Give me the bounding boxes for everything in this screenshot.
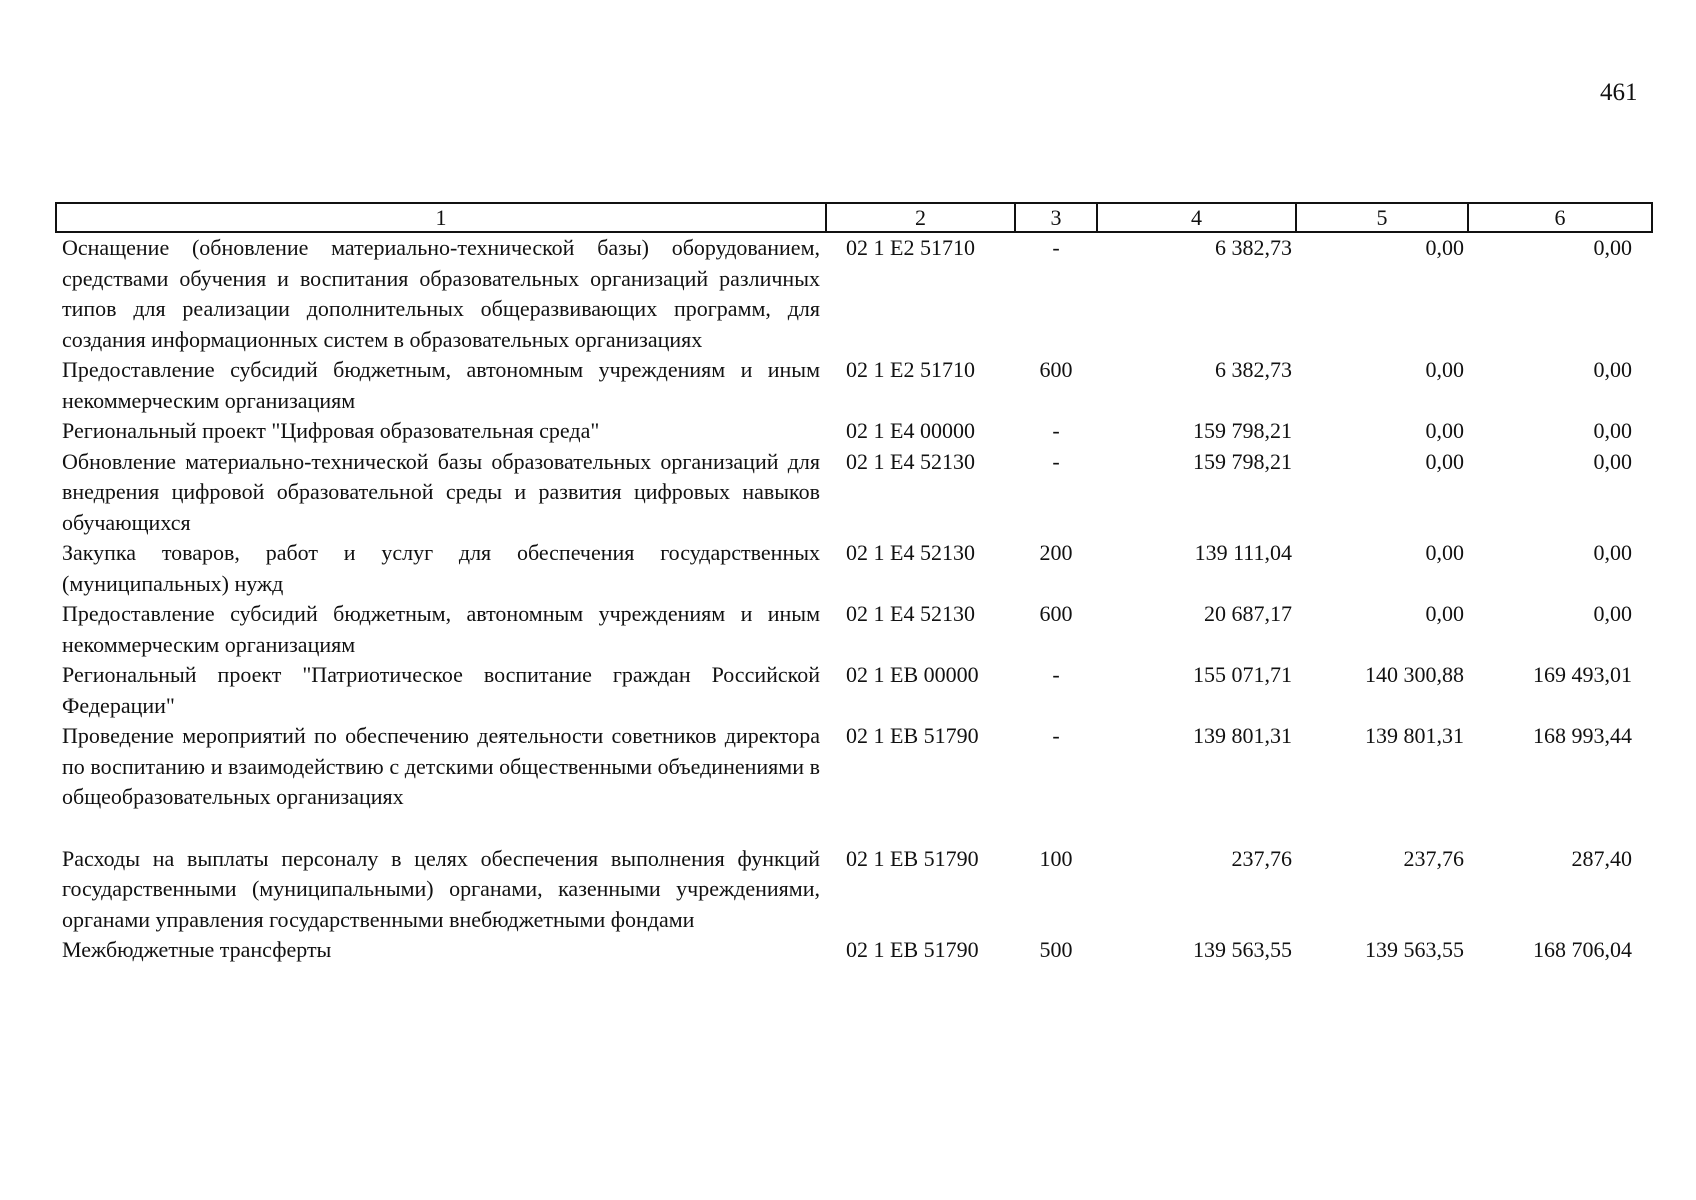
row-value-4: 237,76 — [1231, 845, 1292, 871]
row-value-4: 139 563,55 — [1193, 937, 1292, 962]
header-row — [56, 203, 1652, 232]
row-code: 02 1 E2 51710 — [846, 235, 975, 260]
row-name: Предоставление субсидий бюджетным, автономным учреждениям и иным некоммерческим организациям — [62, 357, 820, 413]
row-name: Региональный проект "Патриотическое воспитание граждан Российской Федерации" — [62, 662, 820, 718]
row-name: Закупка товаров, работ и услуг для обеспечения государственных (муниципальных) нужд — [62, 540, 820, 596]
row-expense-kind: - — [1052, 723, 1060, 748]
row-expense-kind: 600 — [1039, 357, 1073, 382]
table-row — [56, 660, 1652, 721]
table-row — [56, 844, 1652, 936]
column-header-5: 5 — [1296, 203, 1468, 232]
row-value-4: 159 798,21 — [1193, 448, 1292, 474]
row-expense-kind: - — [1052, 662, 1060, 687]
row-value-6: 169 493,01 — [1533, 662, 1632, 687]
row-value-6: 0,00 — [1593, 418, 1632, 443]
row-value-6: 0,00 — [1593, 448, 1632, 474]
row-value-5: 0,00 — [1425, 448, 1464, 474]
row-expense-kind: - — [1052, 235, 1060, 260]
table-row — [56, 538, 1652, 599]
row-value-6: 168 993,44 — [1533, 723, 1632, 748]
row-name: Предоставление субсидий бюджетным, автономным учреждениям и иным некоммерческим организациям — [62, 601, 820, 657]
row-value-6: 0,00 — [1593, 357, 1632, 382]
row-value-4: 139 111,04 — [1194, 540, 1292, 565]
budget-table — [55, 202, 1653, 966]
page-number: 461 — [1600, 79, 1638, 106]
row-value-5: 237,76 — [1403, 845, 1464, 871]
row-code: 02 1 EB 51790 — [846, 845, 979, 871]
row-value-4: 6 382,73 — [1215, 235, 1292, 260]
row-value-4: 159 798,21 — [1193, 418, 1292, 443]
table-header — [56, 203, 1652, 232]
row-code: 02 1 EB 51790 — [846, 937, 979, 962]
table-body — [56, 232, 1652, 966]
row-expense-kind: 100 — [1039, 845, 1073, 871]
row-value-6: 168 706,04 — [1533, 937, 1632, 962]
table-row — [56, 416, 1652, 447]
column-header-6: 6 — [1468, 203, 1652, 232]
row-value-5: 0,00 — [1425, 418, 1464, 443]
column-header-1: 1 — [56, 203, 826, 232]
table-row — [56, 721, 1652, 844]
row-code: 02 1 E4 52130 — [846, 601, 975, 626]
row-expense-kind: 200 — [1039, 540, 1073, 565]
row-value-4: 6 382,73 — [1215, 357, 1292, 382]
row-name: Проведение мероприятий по обеспечению деятельности советников директора по воспитанию и взаимодействию с детскими общественными объединениями в общеобразовательных организациях — [62, 723, 820, 809]
row-code: 02 1 EB 51790 — [846, 723, 979, 748]
row-name: Региональный проект "Цифровая образовательная среда" — [62, 418, 600, 443]
column-header-4: 4 — [1097, 203, 1296, 232]
row-name: Межбюджетные трансферты — [62, 937, 332, 962]
row-name: Оснащение (обновление материально-технической базы) оборудованием, средствами обучения и воспитания образовательных организаций различных типов для реализации дополнительных общеразвивающих программ, для создания информационных систем в образовательных организациях — [62, 235, 820, 352]
row-value-6: 0,00 — [1593, 235, 1632, 260]
row-value-5: 140 300,88 — [1365, 662, 1464, 687]
row-value-5: 0,00 — [1425, 235, 1464, 260]
row-code: 02 1 EB 00000 — [846, 662, 979, 687]
row-value-5: 0,00 — [1425, 357, 1464, 382]
table-row — [56, 599, 1652, 660]
table-row — [56, 935, 1652, 966]
row-code: 02 1 E4 52130 — [846, 540, 975, 565]
row-code: 02 1 E4 52130 — [846, 448, 975, 474]
row-expense-kind: 600 — [1039, 601, 1073, 626]
column-header-2: 2 — [826, 203, 1015, 232]
row-expense-kind: 500 — [1039, 937, 1073, 962]
row-value-4: 155 071,71 — [1193, 662, 1292, 687]
row-value-5: 0,00 — [1425, 601, 1464, 626]
row-code: 02 1 E4 00000 — [846, 418, 975, 443]
row-name: Расходы на выплаты персоналу в целях обеспечения выполнения функций государственными (муниципальными) органами, казенными учреждениями, органами управления государственными внебюджетными фондами — [62, 845, 820, 932]
row-value-4: 139 801,31 — [1193, 723, 1292, 748]
column-header-3: 3 — [1015, 203, 1097, 232]
table-row — [56, 355, 1652, 416]
row-value-6: 0,00 — [1593, 601, 1632, 626]
row-name: Обновление материально-технической базы образовательных организаций для внедрения цифровой образовательной среды и развития цифровых навыков обучающихся — [62, 448, 820, 535]
row-value-5: 139 563,55 — [1365, 937, 1464, 962]
row-expense-kind: - — [1052, 418, 1060, 443]
row-value-5: 139 801,31 — [1365, 723, 1464, 748]
row-value-5: 0,00 — [1425, 540, 1464, 565]
table-row — [56, 447, 1652, 539]
row-value-4: 20 687,17 — [1204, 601, 1292, 626]
row-value-6: 287,40 — [1571, 845, 1632, 871]
row-code: 02 1 E2 51710 — [846, 357, 975, 382]
table-row — [56, 232, 1652, 355]
row-value-6: 0,00 — [1593, 540, 1632, 565]
row-expense-kind: - — [1052, 448, 1060, 474]
